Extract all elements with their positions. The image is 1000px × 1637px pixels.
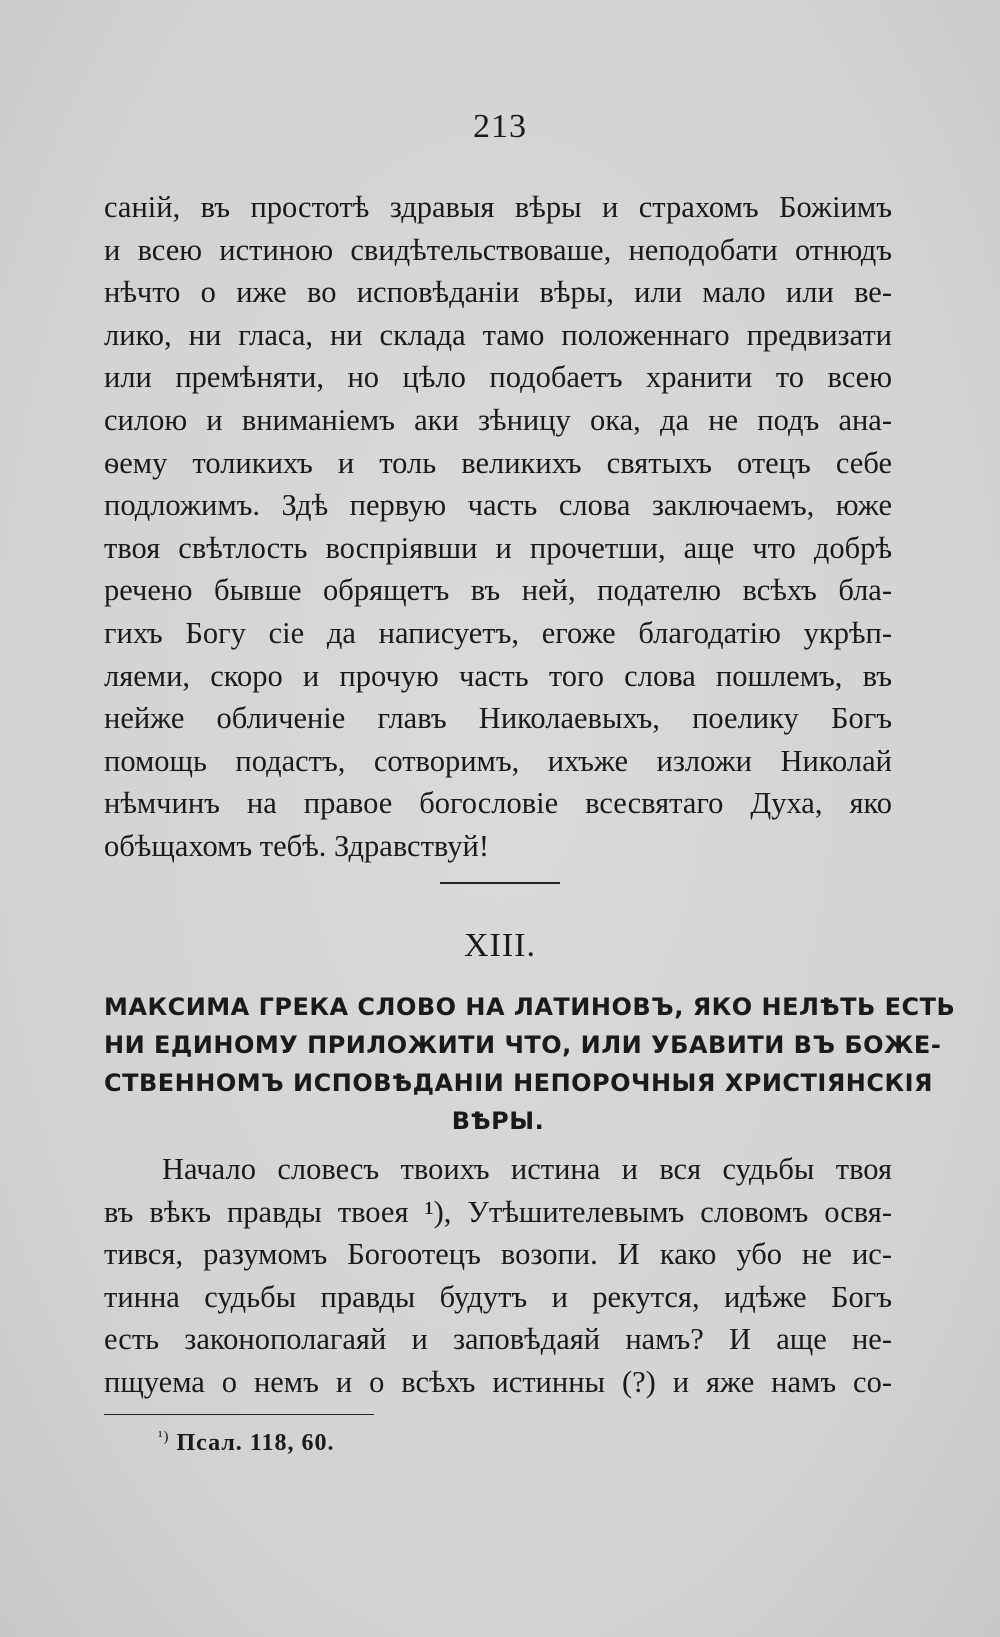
text-line: гихъ Богу сіе да написуетъ, егоже благодатію укрѣп-	[104, 615, 892, 650]
text-line: или премѣняти, но цѣло подобаетъ хранити то всею	[104, 360, 892, 395]
heading-line: СТВЕННОМЪ ИСПОВѢДАНІИ НЕПОРОЧНЫЯ ХРИСТІЯНСКІЯ	[104, 1069, 934, 1097]
continuation-paragraph	[104, 186, 892, 868]
text-line: нѣмчинъ на правое богословіе всесвятаго Духа, яко	[104, 786, 892, 821]
text-line: твоя свѣтлость воспріявши и прочетши, аще что добрѣ	[104, 530, 892, 565]
footnote-marker: ¹)	[158, 1429, 170, 1445]
text-line: речено бывше обрящетъ въ ней, подателю всѣхъ бла-	[104, 573, 892, 608]
heading-line: НИ ЕДИНОМУ ПРИЛОЖИТИ ЧТО, ИЛИ УБАВИТИ ВЪ БОЖЕ-	[104, 1031, 942, 1059]
text-line: лико, ни гласа, ни склада тамо положеннаго предвизати	[104, 317, 892, 352]
text-line: въ вѣкъ правды твоея ¹), Утѣшителевымъ словомъ освя-	[104, 1194, 892, 1229]
text-line: ляеми, скоро и прочую часть того слова пошлемъ, въ	[104, 658, 892, 693]
section-number: XIII.	[463, 927, 537, 964]
intro-paragraph	[104, 1148, 892, 1404]
text-line: подложимъ. Здѣ первую часть слова заключаемъ, юже	[104, 488, 892, 523]
text-line: нѣчто о иже во исповѣданіи вѣры, или мало или ве-	[104, 275, 892, 310]
text-line: нейже обличеніе главъ Николаевыхъ, поелику Богъ	[104, 701, 892, 736]
text-line: есть законополагаяй и заповѣдаяй намъ? И аще не-	[104, 1322, 892, 1357]
text-line: обѣщахомъ тебѣ. Здравствуй!	[104, 828, 490, 863]
heading-line: ВѢРЫ.	[451, 1107, 545, 1135]
text-line: ѳему толикихъ и толь великихъ святыхъ отецъ себе	[104, 445, 892, 480]
text-line: и всею истиною свидѣтельствоваше, неподобати отнюдъ	[104, 232, 892, 267]
text-line: силою и вниманіемъ аки зѣницу ока, да не подъ ана-	[104, 402, 892, 437]
text-line: пщуема о немъ и о всѣхъ истинны (?) и яже намъ со-	[104, 1364, 892, 1399]
text-line: Начало словесъ твоихъ истина и вся судьбы твоя	[162, 1152, 892, 1186]
footnote-text: Псал. 118, 60.	[176, 1430, 335, 1456]
text-line: помощь подастъ, сотворимъ, ихъже изложи Николай	[104, 743, 892, 778]
section-divider	[440, 882, 560, 884]
page-number: 213	[473, 108, 527, 145]
section-heading	[104, 988, 956, 1140]
text-line: тився, разумомъ Богоотецъ возопи. И како убо не ис-	[104, 1237, 892, 1272]
text-line: саній, въ простотѣ здравыя вѣры и страхомъ Божіимъ	[104, 190, 892, 224]
text-line: тинна судьбы правды будутъ и рекутся, идѣже Богъ	[104, 1279, 892, 1314]
footnote-divider	[104, 1414, 374, 1415]
heading-line: МАКСИМА ГРЕКА СЛОВО НА ЛАТИНОВЪ, ЯКО НЕЛѢТЬ ЕСТЬ	[104, 993, 956, 1021]
footnote	[158, 1420, 334, 1460]
